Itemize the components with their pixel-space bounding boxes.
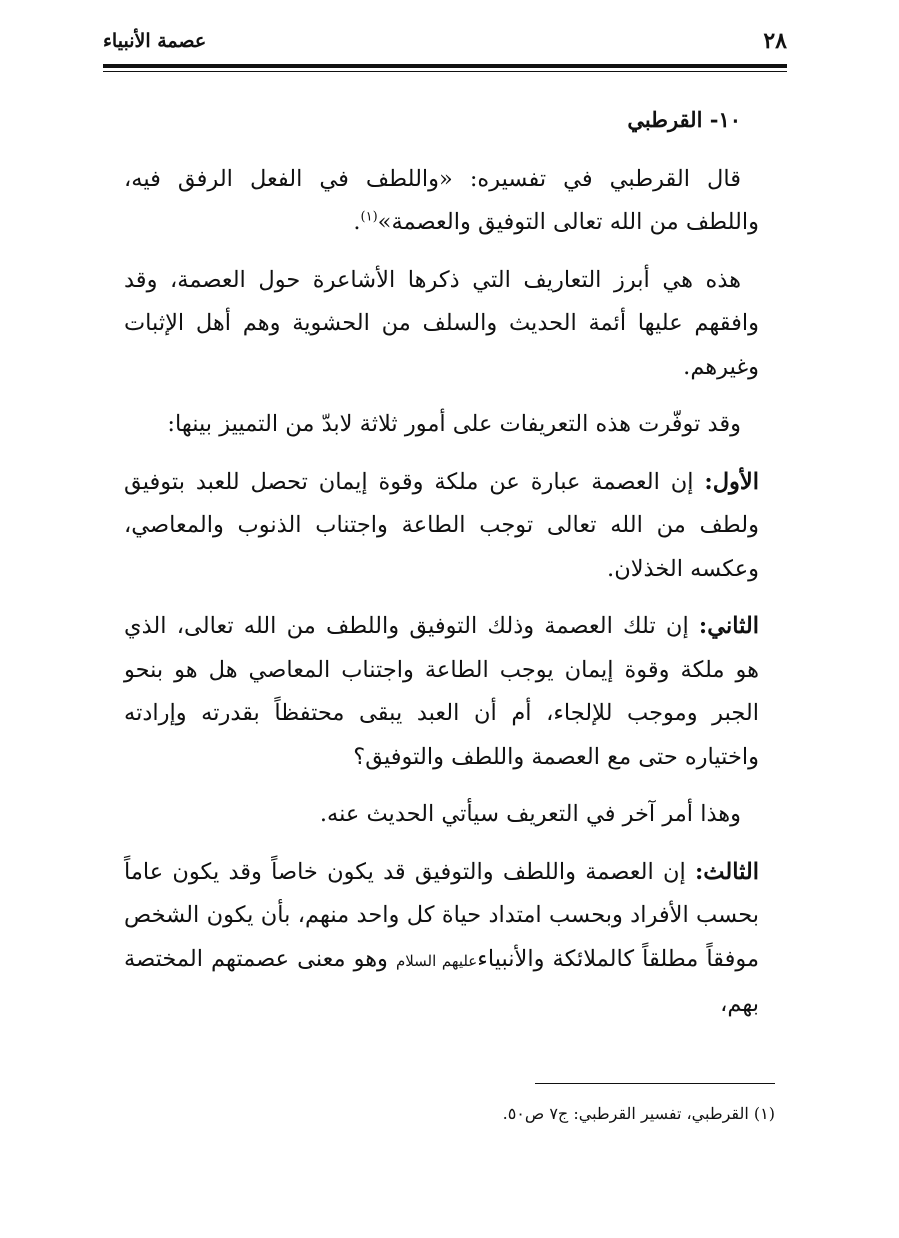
paragraph-second-point	[124, 605, 759, 779]
paragraph-note: وهذا أمر آخر في التعريف سيأتي الحديث عنه.	[319, 801, 741, 827]
running-title: عصمة الأنبياء	[103, 30, 207, 52]
second-point-label: الثاني:	[698, 613, 759, 639]
paragraph-quote-text: قال القرطبي في تفسيره: «واللطف في الفعل الرفق فيه، واللطف من الله تعالى التوفيق والعصمة»	[124, 165, 759, 235]
header-rule-thick	[103, 64, 787, 68]
running-header	[103, 26, 787, 60]
paragraph-third-point	[124, 851, 759, 1027]
third-point-label: الثالث:	[694, 858, 759, 885]
second-point-text: إن تلك العصمة وذلك التوفيق واللطف من الله تعالى، الذي هو ملكة وقوة إيمان يوجب الطاعة واجتناب المعاصي هل هو بنحو الجبر وموجب للإلجاء، أم أن العبد يبقى محتفظاً بقدرته وإرادته واختياره حتى مع العصمة واللطف والتوفيق؟	[124, 613, 759, 770]
section-heading: ١٠- القرطبي	[627, 107, 741, 132]
third-point-text: إن العصمة واللطف والتوفيق قد يكون خاصاً وقد يكون عاماً بحسب الأفراد وبحسب امتداد حياة كل واحد منهم، بأن يكون الشخص موفقاً مطلقاً كالملائكة والأنبياء	[124, 858, 759, 972]
honorific-glyph: عليهم السلام	[395, 951, 478, 970]
footnote-separator	[535, 1083, 775, 1084]
header-rule-thin	[103, 71, 787, 72]
first-point-text: إن العصمة عبارة عن ملكة وقوة إيمان تحصل للعبد بتوفيق ولطف من الله تعالى توجب الطاعة واجتناب الذنوب والمعاصي، وعكسه الخذلان.	[124, 468, 759, 582]
page-number: ٢٨	[763, 28, 787, 54]
footnote-1: (١) القرطبي، تفسير القرطبي: ج٧ ص٥٠.	[502, 1104, 775, 1123]
paragraph-summary: هذه هي أبرز التعاريف التي ذكرها الأشاعرة حول العصمة، وقد وافقهم عليها أئمة الحديث والسلف من الحشوية وهم أهل الإثبات وغيرهم.	[124, 266, 759, 380]
footnote-reference[interactable]: (١)	[360, 209, 378, 225]
paragraph-quote-tail: .	[353, 209, 361, 235]
page-body	[124, 98, 759, 1041]
paragraph-intro: وقد توفّرت هذه التعريفات على أمور ثلاثة لابدّ من التمييز بينها:	[167, 411, 741, 437]
paragraph-quote	[124, 158, 759, 245]
third-point-text-end: وهو معنى عصمتهم المختصة بهم،	[124, 945, 759, 1017]
first-point-label: الأول:	[704, 468, 759, 495]
paragraph-first-point	[124, 461, 759, 592]
